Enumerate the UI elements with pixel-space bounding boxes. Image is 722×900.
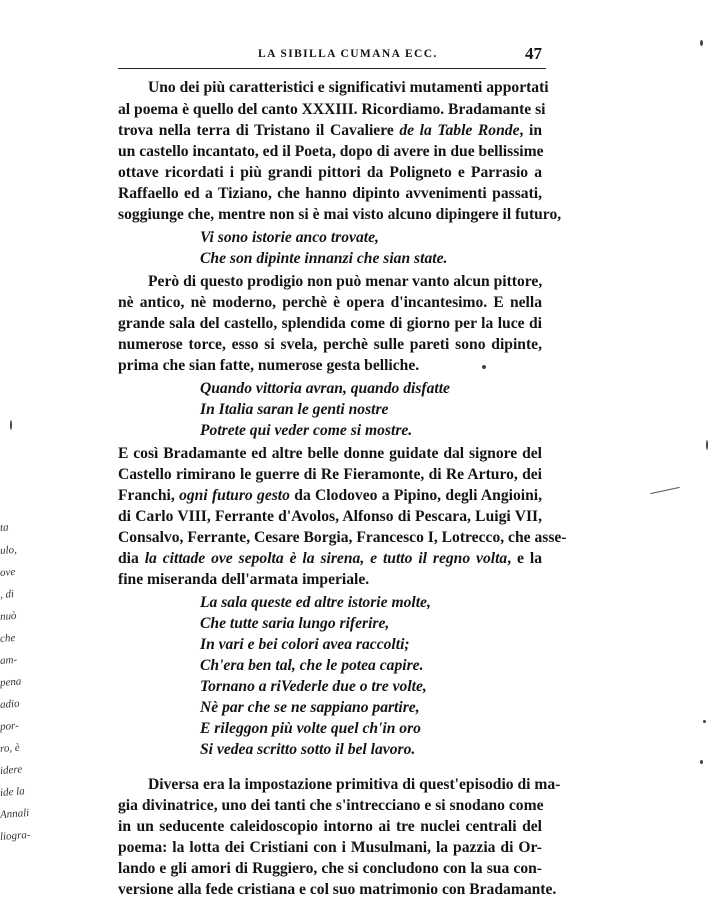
margin-fragment: nuò xyxy=(0,609,17,623)
text-line: fine miseranda dell'armata imperiale. xyxy=(118,571,370,588)
verse-line: Potrete qui veder come si mostre. xyxy=(200,422,413,439)
text-line: ottave ricordati i più grandi pittori da Poligneto e Parrasio a xyxy=(118,164,542,181)
text-line: Franchi, ogni futuro gesto da Clodoveo a Pipino, degli Angioini, xyxy=(118,487,542,504)
text-line: Però di questo prodigio non può menar vanto alcun pittore, xyxy=(148,273,543,290)
text-line: dia la cittade ove sepolta è la sirena, e tutto il regno volta, e la xyxy=(118,550,542,567)
text-line: un castello incantato, ed il Poeta, dopo di avere in due bellissime xyxy=(118,143,544,160)
text-line: E così Bradamante ed altre belle donne guidate dal signore del xyxy=(118,445,542,462)
margin-fragment: ta xyxy=(0,521,9,534)
verse-line: Tornano a riVederle due o tre volte, xyxy=(200,678,427,695)
scan-speck xyxy=(10,420,12,430)
italic-phrase: la cittade ove sepolta è la sirena, e tutto il regno volta xyxy=(144,550,508,567)
verse-line: In vari e bei colori avea raccolti; xyxy=(200,636,410,653)
page-header xyxy=(118,44,546,69)
text-line: Diversa era la impostazione primitiva di quest'episodio di ma- xyxy=(148,776,561,793)
scan-speck xyxy=(706,440,708,450)
text-line: numerose torce, esso si svela, perchè sulle pareti sono dipinte, xyxy=(118,336,542,353)
text-line: Consalvo, Ferrante, Cesare Borgia, Francesco I, Lotrecco, che asse- xyxy=(118,529,567,546)
margin-fragment: che xyxy=(0,631,16,645)
text-line: di Carlo VIII, Ferrante d'Avolos, Alfonso di Pescara, Luigi VII, xyxy=(118,508,542,525)
italic-phrase: de la Table Ronde xyxy=(399,122,520,139)
margin-fragment: , di xyxy=(0,588,15,601)
text-line: versione alla fede cristiana e col suo matrimonio con Bradamante. xyxy=(118,881,557,898)
running-head: LA SIBILLA CUMANA ECC. xyxy=(258,48,438,60)
verse-line: Ch'era ben tal, che le potea capire. xyxy=(200,657,424,674)
text-line: al poema è quello del canto XXXIII. Ricordiamo. Bradamante si xyxy=(118,101,546,118)
text-line: nè antico, nè moderno, perchè è opera d'incantesimo. E nella xyxy=(118,294,542,311)
margin-fragment: am- xyxy=(0,653,18,667)
verse-line: La sala queste ed altre istorie molte, xyxy=(200,594,431,611)
margin-fragment: adio xyxy=(0,697,20,711)
text-line: trova nella terra di Tristano il Cavaliere de la Table Ronde, in xyxy=(118,122,542,139)
scan-speck xyxy=(700,40,703,46)
text-line: Uno dei più caratteristici e significativi mutamenti apportati xyxy=(148,79,549,96)
verse-line: Vi sono istorie anco trovate, xyxy=(200,229,379,246)
margin-fragment: ulo, xyxy=(0,543,18,557)
verse-line: Che son dipinte innanzi che sian state. xyxy=(200,250,448,267)
margin-fragment: idere xyxy=(0,763,23,777)
margin-fragment: Annali xyxy=(0,806,30,821)
page-number: 47 xyxy=(525,44,542,63)
verse-line: E rileggon più volte quel ch'in oro xyxy=(200,720,421,737)
verse-line: In Italia saran le genti nostre xyxy=(200,401,389,418)
scan-speck xyxy=(482,365,486,369)
text-line: Raffaello ed a Tiziano, che hanno dipinto avvenimenti passati, xyxy=(118,185,542,202)
text-line: gia divinatrice, uno dei tanti che s'intrecciano e si snodano come xyxy=(118,797,544,814)
scan-speck xyxy=(703,720,706,723)
margin-fragment: ro, è xyxy=(0,741,21,755)
text-line: soggiunge che, mentre non si è mai visto alcuno dipingere il futuro, xyxy=(118,206,562,223)
text-line: poema: la lotta dei Cristiani con i Musulmani, la pazzia di Or- xyxy=(118,839,542,856)
verse-line: Nè par che se ne sappiano partire, xyxy=(200,699,420,716)
text-line: in un seducente caleidoscopio intorno ai tre nuclei centrali del xyxy=(118,818,542,835)
text-line: prima che sian fatte, numerose gesta belliche. xyxy=(118,357,420,374)
verse-line: Si vedea scritto sotto il bel lavoro. xyxy=(200,741,416,758)
margin-fragment: pena xyxy=(0,675,22,689)
scan-speck xyxy=(700,760,703,764)
verse-line: Che tutte saria lungo riferire, xyxy=(200,615,390,632)
verse-line: Quando vittoria avran, quando disfatte xyxy=(200,380,450,397)
margin-fragment: por- xyxy=(0,719,20,733)
margin-fragment: liogra- xyxy=(0,828,31,843)
italic-phrase: ogni futuro gesto xyxy=(179,487,290,504)
text-line: lando e gli amori di Ruggiero, che si concludono con la sua con- xyxy=(118,860,542,877)
text-line: Castello rimirano le guerre di Re Fieramonte, di Re Arturo, dei xyxy=(118,466,542,483)
text-line: grande sala del castello, splendida come di giorno per la luce di xyxy=(118,315,542,332)
margin-fragment: ove xyxy=(0,565,16,579)
margin-fragment: ide la xyxy=(0,785,26,799)
scan-mark xyxy=(650,487,680,494)
